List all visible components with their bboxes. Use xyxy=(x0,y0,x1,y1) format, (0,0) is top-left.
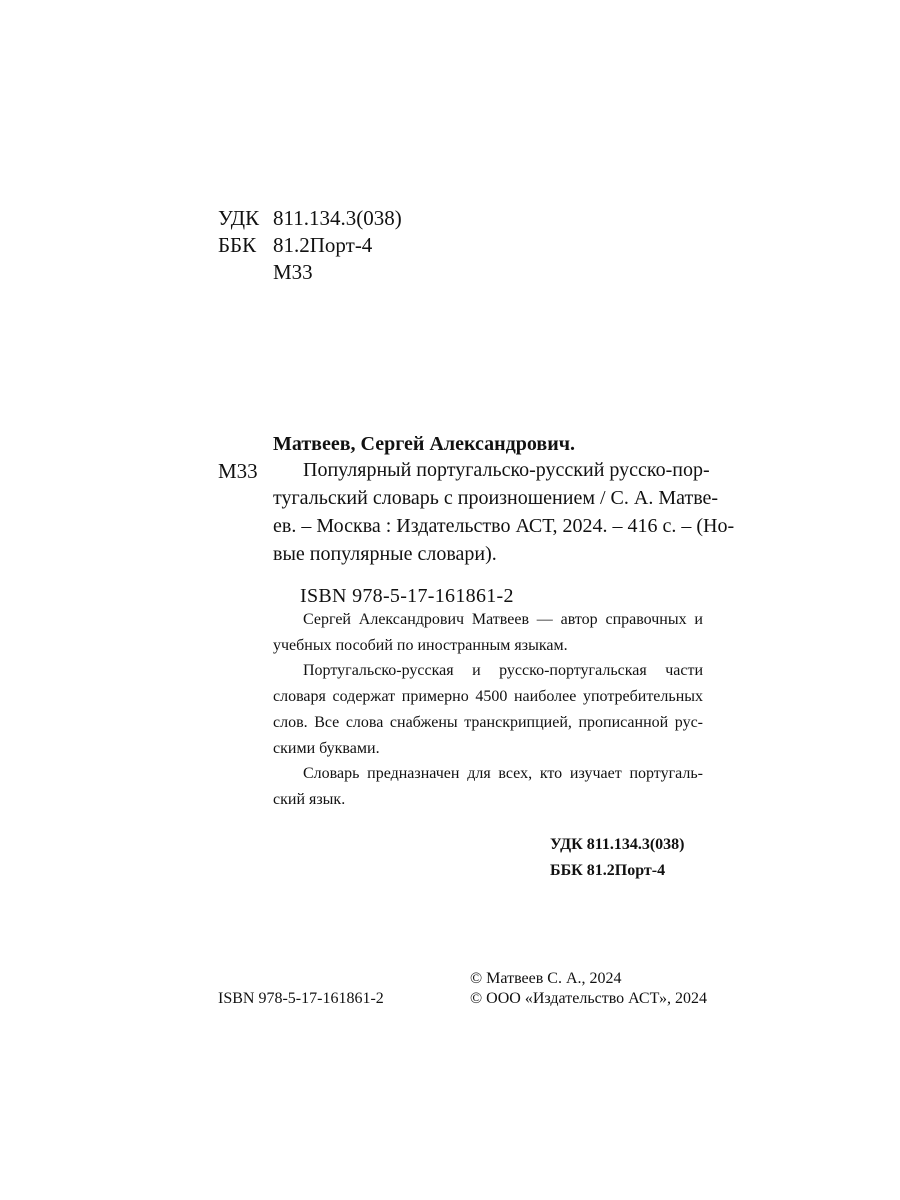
record-author: Матвеев, Сергей Александрович. xyxy=(273,433,576,455)
annotation-paragraph xyxy=(273,658,703,762)
bbk-value: 81.2Порт-4 xyxy=(273,233,373,257)
annotation-line: скими буквами. xyxy=(273,740,380,757)
isbn-line: ISBN 978-5-17-161861-2 xyxy=(300,585,514,607)
description-line: ев. – Москва : Издательство АСТ, 2024. – 416 с. – (Но- xyxy=(273,515,735,537)
annotation-line: Словарь предназначен для всех, кто изучает португаль- xyxy=(303,765,703,782)
description-line: тугальский словарь с произношением / С. А. Матве- xyxy=(273,487,719,509)
annotation-paragraph xyxy=(273,761,703,813)
record-author-sign: М33 xyxy=(218,459,258,483)
description-line: Популярный португальско-русский русско-пор- xyxy=(303,459,710,481)
annotation-line: ский язык. xyxy=(273,791,346,808)
annotation-line: учебных пособий по иностранным языкам. xyxy=(273,637,568,654)
author-sign: М33 xyxy=(273,260,313,284)
bbk-classification xyxy=(218,232,372,258)
bbk-label: ББК xyxy=(218,233,257,257)
bottom-bbk: ББК 81.2Порт-4 xyxy=(550,862,666,879)
footer-isbn: ISBN 978-5-17-161861-2 xyxy=(218,990,384,1007)
annotation-paragraph xyxy=(273,607,703,659)
copyright-author: © Матвеев С. А., 2024 xyxy=(470,970,622,987)
copyright-publisher: © ООО «Издательство АСТ», 2024 xyxy=(470,990,707,1007)
bottom-udk: УДК 811.134.3(038) xyxy=(550,836,685,853)
annotation-line: словаря содержат примерно 4500 наиболее употребительных xyxy=(273,688,703,705)
annotation-line: слов. Все слова снабжены транскрипцией, прописанной рус- xyxy=(273,714,703,731)
udk-label: УДК xyxy=(218,206,260,230)
annotation-line: Португальско-русская и русско-португальская части xyxy=(303,662,703,679)
udk-value: 811.134.3(038) xyxy=(273,206,402,230)
description-line: вые популярные словари). xyxy=(273,543,497,565)
record-description xyxy=(273,456,735,568)
udk-classification xyxy=(218,205,402,231)
annotation-line: Сергей Александрович Матвеев — автор справочных и xyxy=(303,611,703,628)
